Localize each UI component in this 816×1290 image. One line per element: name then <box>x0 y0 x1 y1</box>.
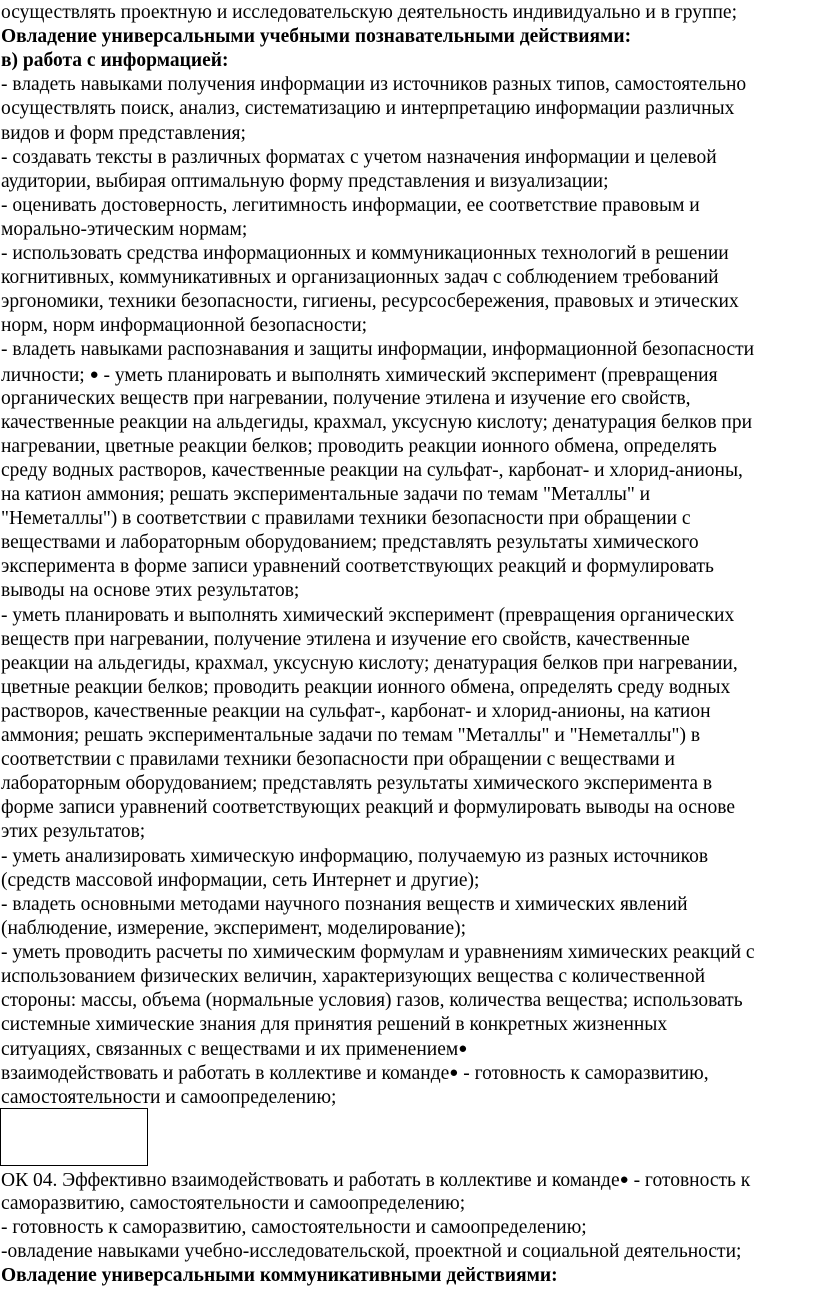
line-text: - уметь анализировать химическую информацию, получаемую из разных источников <box>1 845 709 867</box>
line-text: нагревании, цветные реакции белков; проводить реакции ионного обмена, определять <box>1 435 717 457</box>
text-line <box>1 676 730 700</box>
text-line <box>1 531 699 555</box>
text-line <box>1 435 717 459</box>
text-line <box>1 483 650 507</box>
line-text: в) работа с информацией: <box>1 50 229 72</box>
text-line <box>1 965 705 989</box>
line-text: цветные реакции белков; проводить реакции ионного обмена, определять среду водных <box>1 676 731 698</box>
line-text: реакции на альдегиды, крахмал, уксусную кислоту; денатурация белков при нагревании, <box>1 652 738 674</box>
line-text: этих результатов; <box>1 821 146 843</box>
line-text: - использовать средства информационных и коммуникационных технологий в решении <box>1 243 729 264</box>
text-line <box>1 290 739 314</box>
line-text: -овладение навыками учебно-исследовательской, проектной и социальной деятельности; <box>1 1241 742 1263</box>
line-text: "Неметаллы") в соответствии с правилами техники безопасности при обращении с <box>1 508 691 530</box>
line-text: видов и форм представления; <box>1 122 246 144</box>
text-line <box>1 989 743 1013</box>
bullet-icon: ● <box>449 1064 459 1082</box>
text-line <box>1 1037 467 1062</box>
line-text: - оценивать достоверность, легитимность информации, ее соответствие правовым и <box>1 194 700 216</box>
text-line <box>1 893 688 917</box>
empty-table-cell <box>0 1108 148 1166</box>
line-text: саморазвитию, самостоятельности и самоопределению; <box>1 1193 466 1215</box>
line-text: веществами и лабораторным оборудованием; представлять результаты химического <box>1 532 699 554</box>
line-text: системные химические знания для принятия решений в конкретных жизненных <box>1 1014 668 1036</box>
line-text: самостоятельности и самоопределению; <box>1 1086 337 1108</box>
text-line <box>1 555 714 579</box>
line-text: растворов, качественные реакции на сульфат-, карбонат- и хлорид-анионы, на катион <box>1 700 711 722</box>
line-text: эргономики, техники безопасности, гигиены, ресурсосбережения, правовых и этических <box>1 291 739 313</box>
text-line <box>1 338 754 362</box>
text-line <box>1 652 738 676</box>
line-text: выводы на основе этих результатов; <box>1 580 300 602</box>
line-text: на катион аммония; решать экспериментальные задачи по темам "Металлы" и <box>1 484 651 505</box>
line-text-continued: - готовность к саморазвитию, <box>458 1063 709 1085</box>
line-text: морально-этическим нормам; <box>1 218 248 240</box>
line-text: ОК 04. Эффективно взаимодействовать и работать в коллективе и команде <box>1 1170 620 1191</box>
line-text: норм, норм информационной безопасности; <box>1 315 368 337</box>
line-text: использованием физических величин, характеризующих вещества с количественной <box>1 966 705 987</box>
text-line <box>1 1 737 25</box>
text-line <box>1 242 729 266</box>
line-text: взаимодействовать и работать в коллективе и команде <box>1 1063 450 1085</box>
line-text-continued: - готовность к <box>628 1170 751 1191</box>
text-line <box>1 1240 741 1264</box>
text-line <box>1 1013 667 1037</box>
line-text: ситуациях, связанных с веществами и их применением <box>1 1039 459 1061</box>
line-text: качественные реакции на альдегиды, крахмал, уксусную кислоту; денатурация белков при <box>1 411 753 433</box>
text-line <box>1 194 700 218</box>
line-text: лабораторным оборудованием; представлять результаты химического эксперимента в <box>1 773 713 795</box>
line-text: (наблюдение, измерение, эксперимент, моделирование); <box>1 917 467 939</box>
line-text: веществ при нагревании, получение этилена и изучение его свойств, качественные <box>1 628 690 650</box>
text-line <box>1 1192 465 1216</box>
text-line <box>1 748 675 772</box>
text-line <box>1 314 367 338</box>
text-line <box>1 97 734 121</box>
line-text-continued: - уметь планировать и выполнять химический эксперимент (превращения <box>98 364 718 386</box>
text-line <box>1 49 228 73</box>
text-line <box>1 507 691 531</box>
line-text: осуществлять проектную и исследовательскую деятельность индивидуально и в группе; <box>1 2 737 23</box>
text-line <box>1 146 717 170</box>
line-text: среду водных растворов, качественные реакции на сульфат-, карбонат- и хлорид-анионы, <box>1 459 743 481</box>
bullet-icon: ● <box>89 365 99 383</box>
text-line <box>1 1264 558 1288</box>
bullet-icon: ● <box>458 1040 468 1058</box>
text-line <box>1 917 466 941</box>
text-line <box>1 869 479 893</box>
text-line <box>1 387 691 411</box>
text-line <box>1 579 299 603</box>
text-line <box>1 845 708 869</box>
text-line <box>1 459 743 483</box>
text-line <box>1 218 247 242</box>
line-text: соответствии с правилами техники безопасности при обращении с веществами и <box>1 749 675 771</box>
text-line <box>1 170 609 194</box>
text-line <box>1 604 734 628</box>
line-text: - уметь проводить расчеты по химическим формулам и уравнениям химических реакций с <box>1 941 755 963</box>
line-text: органических веществ при нагревании, получение этилена и изучение его свойств, <box>1 387 691 409</box>
line-text: (средств массовой информации, сеть Интернет и другие); <box>1 869 480 891</box>
text-line <box>1 122 246 146</box>
line-text: форме записи уравнений соответствующих реакций и формулировать выводы на основе <box>1 797 735 819</box>
line-text: стороны: массы, объема (нормальные условия) газов, количества вещества; использовать <box>1 990 743 1012</box>
line-text: осуществлять поиск, анализ, систематизацию и интерпретацию информации различных <box>1 98 735 120</box>
line-text: - готовность к саморазвитию, самостоятельности и самоопределению; <box>1 1217 587 1239</box>
line-text: аммония; решать экспериментальные задачи по темам "Металлы" и "Неметаллы") в <box>1 725 701 746</box>
line-text: Овладение универсальными учебными познавательными действиями: <box>1 26 632 48</box>
text-line <box>1 1086 336 1110</box>
line-text: Овладение универсальными коммуникативными действиями: <box>1 1265 558 1287</box>
text-line <box>1 1061 709 1086</box>
text-line <box>1 772 712 796</box>
text-line <box>1 363 718 388</box>
line-text: - владеть навыками получения информации из источников разных типов, самостоятельно <box>1 74 747 96</box>
text-line <box>1 820 145 844</box>
line-text: аудитории, выбирая оптимальную форму представления и визуализации; <box>1 170 609 192</box>
text-line <box>1 73 746 97</box>
line-text: когнитивных, коммуникативных и организационных задач с соблюдением требований <box>1 267 719 289</box>
text-line <box>1 700 711 724</box>
line-text: - владеть навыками распознавания и защиты информации, информационной безопасности <box>1 339 755 361</box>
bullet-icon: ● <box>619 1171 629 1188</box>
line-text: - создавать тексты в различных форматах с учетом назначения информации и целевой <box>1 146 717 168</box>
text-line <box>1 628 690 652</box>
line-text: личности; <box>1 364 85 386</box>
line-text: - владеть основными методами научного познания веществ и химических явлений <box>1 893 688 915</box>
text-line <box>1 796 735 820</box>
text-line <box>1 941 755 965</box>
text-line <box>1 1168 750 1193</box>
text-line <box>1 724 700 748</box>
line-text: эксперимента в форме записи уравнений соответствующих реакций и формулировать <box>1 556 714 578</box>
text-line <box>1 1216 587 1240</box>
line-text: - уметь планировать и выполнять химический эксперимент (превращения органических <box>1 604 735 626</box>
text-line <box>1 25 631 49</box>
text-line <box>1 411 752 435</box>
text-line <box>1 266 719 290</box>
